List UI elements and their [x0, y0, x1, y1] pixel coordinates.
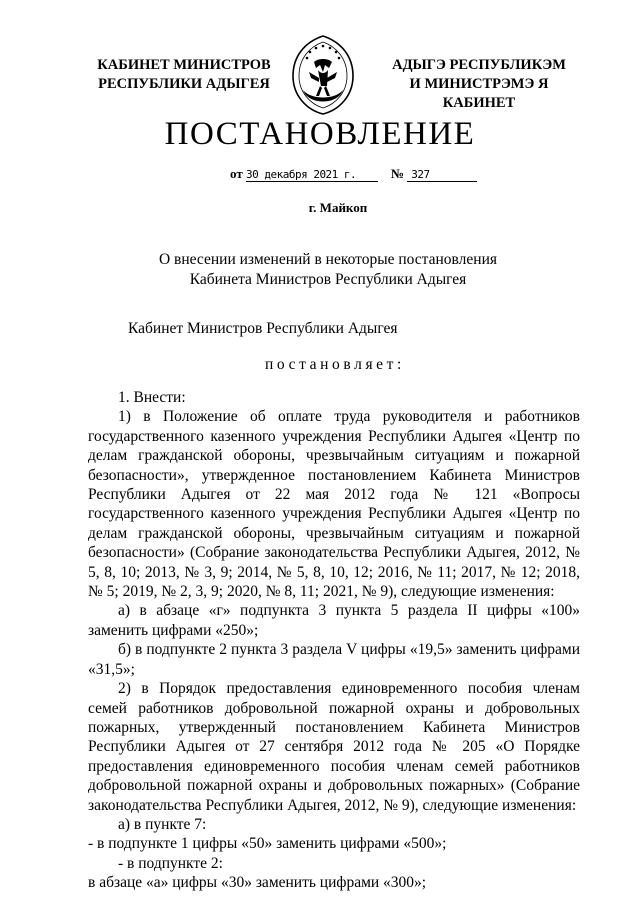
subject-line1: О внесении изменений в некоторые постановления: [158, 251, 498, 268]
paragraph-2: 1) в Положение об оплате труда руководителя и работников государственного казенного учреждения Республики Адыгея «Центр по делам гражданской обороны, чрезвычайным ситуациям и пожарной безопасности», утвержденное постановлением Кабинета Министров Республики Адыгея от 22 мая 2012 года № 121 «Вопросы государственного казенного учреждения Республики Адыгея «Центр по делам гражданской обороны, чрезвычайным ситуациям и пожарной безопасности» (Собрание законодательства Республики Адыгея, 2012, № 5, 8, 10; 2013, № 3, 9; 2014, № 5, 8, 10, 12; 2016, № 11; 2017, № 12; 2018, № 5; 2019, № 2, 3, 9; 2020, № 8, 11; 2021, № 9), следующие изменения:: [88, 408, 580, 601]
paragraph-9: в абзаце «а» цифры «30» заменить цифрами «300»;: [88, 874, 427, 892]
date-number-line: [230, 166, 477, 182]
issuer-line: Кабинет Министров Республики Адыгея: [128, 320, 398, 337]
paragraph-7: - в подпункте 1 цифры «50» заменить цифрами «500»;: [88, 835, 447, 853]
coat-of-arms-icon: [285, 34, 361, 116]
paragraph-3: а) в абзаце «г» подпункта 3 пункта 5 раздела II цифры «100» заменить цифрами «250»;: [88, 602, 580, 639]
header-left-line1: КАБИНЕТ МИНИСТРОВ: [97, 57, 271, 73]
issuer-header-adyghe: [373, 56, 585, 113]
document-subject: [0, 250, 640, 290]
header-right-line2: И МИНИСТРЭМЭ Я КАБИНЕТ: [409, 76, 549, 111]
document-title: ПОСТАНОВЛЕНИЕ: [164, 116, 476, 152]
date-label: от: [230, 166, 243, 181]
header-left-line2: РЕСПУБЛИКИ АДЫГЕЯ: [98, 76, 270, 92]
issuer-header-russian: [94, 56, 274, 94]
paragraph-5: 2) в Порядок предоставления единовременного пособия членам семей работников добровольной пожарной охраны и добровольных пожарных, утвержденный постановлением Кабинета Министров Республики Адыгея от 27 сентября 2012 года № 205 «О Порядке предоставления единовременного пособия членам семей работников добровольной пожарной охраны и добровольных пожарных» (Собрание законодательства Республики Адыгея, 2012, № 9), следующие изменения:: [88, 680, 580, 814]
paragraph-6: а) в пункте 7:: [118, 815, 207, 833]
city-line: г. Майкоп: [308, 200, 368, 215]
document-body: [88, 388, 580, 893]
paragraph-1: 1. Внести:: [118, 389, 186, 406]
paragraph-8: - в подпункте 2:: [118, 854, 223, 872]
number-value: 327: [407, 168, 477, 182]
paragraph-4: б) в подпункте 2 пункта 3 раздела V цифры «19,5» заменить цифрами «31,5»;: [88, 641, 580, 678]
date-value: 30 декабря 2021 г.: [246, 168, 378, 182]
subject-line2: Кабинета Министров Республики Адыгея: [189, 271, 467, 288]
number-label: №: [390, 166, 405, 181]
decrees-line: постановляет:: [265, 356, 405, 373]
header-right-line1: АДЫГЭ РЕСПУБЛИКЭМ: [392, 57, 566, 73]
